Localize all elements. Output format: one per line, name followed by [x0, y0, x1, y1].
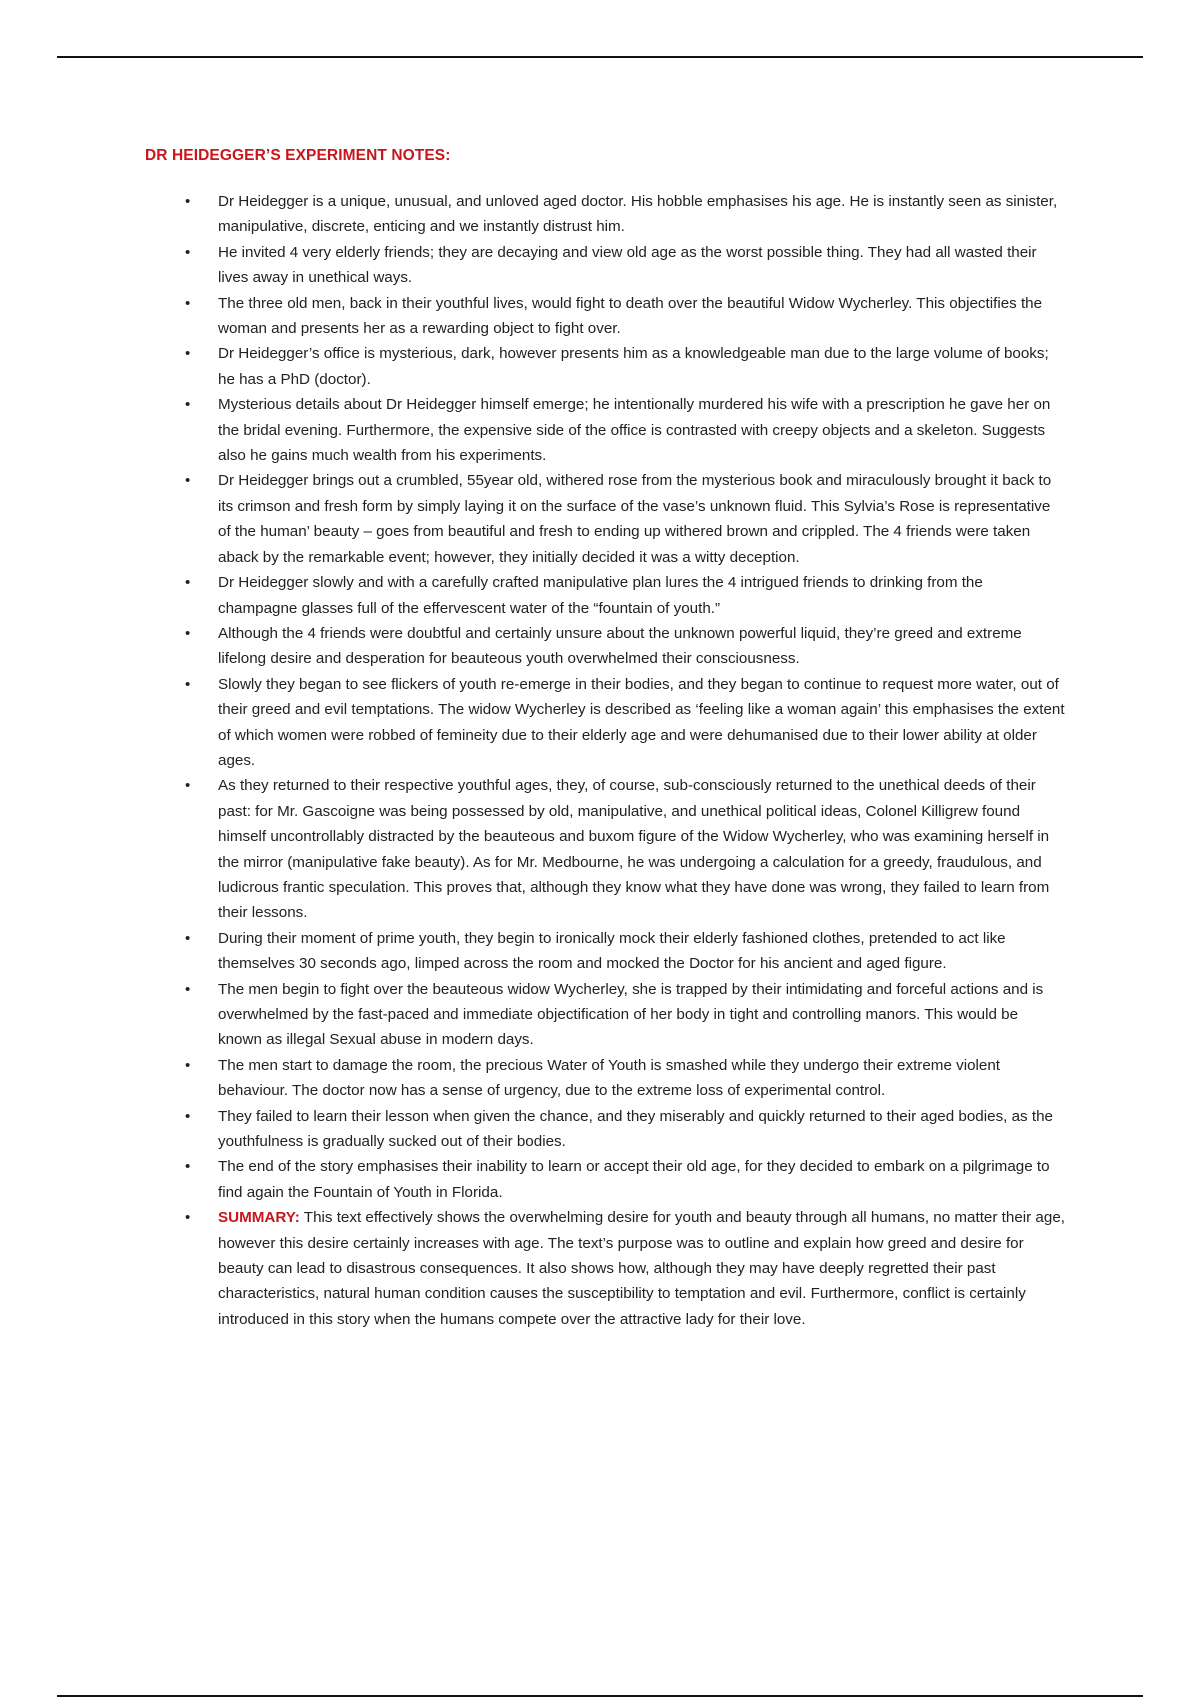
- header-rule: [57, 56, 1143, 58]
- list-item: [145, 570, 1065, 621]
- list-item: [145, 1154, 1065, 1205]
- bullet-icon: •: [185, 396, 191, 414]
- list-item: [145, 240, 1065, 291]
- note-text: Although the 4 friends were doubtful and certainly unsure about the unknown powerful liquid, they’re greed and extreme lifelong desire and desperation for beauteous youth overwhelmed their consciousness.: [218, 624, 1022, 668]
- bullet-icon: •: [185, 1209, 191, 1227]
- note-text: He invited 4 very elderly friends; they are decaying and view old age as the worst possible thing. They had all wasted their lives away in unethical ways.: [218, 243, 1037, 287]
- list-item: [145, 977, 1065, 1053]
- list-item: [145, 621, 1065, 672]
- summary-text: This text effectively shows the overwhelming desire for youth and beauty through all humans, no matter their age, however this desire certainly increases with age. The text’s purpose was to outline and explain how greed and desire for beauty can lead to disastrous consequences. It also shows how, although they may have deeply regretted their past characteristics, natural human condition causes the susceptibility to temptation and evil. Furthermore, conflict is certainly introduced in this story when the humans compete over the attractive lady for their love.: [218, 1209, 1065, 1328]
- note-text: Dr Heidegger brings out a crumbled, 55year old, withered rose from the mysterious book and miraculously brought it back to its crimson and fresh form by simply laying it on the surface of the vase’s unknown fluid. This Sylvia’s Rose is representative of the human’ beauty – goes from beautiful and fresh to ending up withered brown and crippled. The 4 friends were taken aback by the remarkable event; however, they initially decided it was a witty deception.: [218, 472, 1052, 566]
- note-text: The end of the story emphasises their inability to learn or accept their old age, for they decided to embark on a pilgrimage to find again the Fountain of Youth in Florida.: [218, 1158, 1050, 1201]
- bullet-icon: •: [185, 624, 191, 642]
- note-text: Dr Heidegger is a unique, unusual, and unloved aged doctor. His hobble emphasises his age. He is instantly seen as sinister, manipulative, discrete, enticing and we instantly distrust him.: [218, 193, 1058, 236]
- bullet-icon: •: [185, 472, 191, 490]
- bullet-icon: •: [185, 675, 191, 693]
- note-text: Slowly they began to see flickers of youth re-emerge in their bodies, and they began to continue to request more water, out of their greed and evil temptations. The widow Wycherley is described as ‘feeling like a woman again’ this emphasises the extent of which women were robbed of femineity due to their elderly age and were dehumanised due to their lower ability at older ages.: [218, 675, 1065, 769]
- bullet-icon: •: [185, 980, 191, 998]
- bullet-icon: •: [185, 929, 191, 947]
- list-item: [145, 773, 1065, 925]
- note-text: During their moment of prime youth, they begin to ironically mock their elderly fashioned clothes, pretended to act like themselves 30 seconds ago, limped across the room and mocked the Doctor for his ancient and aged figure.: [218, 929, 1006, 973]
- bullet-icon: •: [185, 243, 191, 261]
- bullet-icon: •: [185, 1107, 191, 1125]
- list-item: [145, 1053, 1065, 1104]
- notes-list: [145, 189, 1065, 1332]
- list-item: [145, 291, 1065, 342]
- list-item: [145, 468, 1065, 570]
- note-text: Mysterious details about Dr Heidegger himself emerge; he intentionally murdered his wife with a prescription he gave her on the bridal evening. Furthermore, the expensive side of the office is contrasted with creepy objects and a skeleton. Suggests also he gains much wealth from his experiments.: [218, 396, 1051, 465]
- list-item: [145, 926, 1065, 977]
- bullet-icon: •: [185, 574, 191, 592]
- list-item: [145, 392, 1065, 468]
- page-title: DR HEIDEGGER’S EXPERIMENT NOTES:: [145, 147, 451, 164]
- bullet-icon: •: [185, 193, 191, 210]
- bullet-icon: •: [185, 777, 191, 795]
- note-text: Dr Heidegger’s office is mysterious, dark, however presents him as a knowledgeable man due to the large volume of books; he has a PhD (doctor).: [218, 345, 1049, 388]
- footer-rule: [57, 1695, 1143, 1697]
- note-text: The three old men, back in their youthful lives, would fight to death over the beautiful Widow Wycherley. This objectifies the woman and presents her as a rewarding object to fight over.: [218, 294, 1043, 338]
- summary-item: [145, 1205, 1065, 1332]
- list-item: [145, 341, 1065, 392]
- note-text: As they returned to their respective youthful ages, they, of course, sub-consciously returned to the unethical deeds of their past: for Mr. Gascoigne was being possessed by old, manipulative, and unethical political ideas, Colonel Killigrew found himself uncontrollably distracted by the beauteous and buxom figure of the Widow Wycherley, who was examining herself in the mirror (manipulative fake beauty). As for Mr. Medbourne, he was undergoing a calculation for a greedy, fraudulous, and ludicrous frantic speculation. This proves that, although they know what they have done was wrong, they failed to learn from their lessons.: [218, 777, 1050, 922]
- note-text: They failed to learn their lesson when given the chance, and they miserably and quickly returned to their aged bodies, as the youthfulness is gradually sucked out of their bodies.: [218, 1107, 1053, 1151]
- bullet-icon: •: [185, 1056, 191, 1074]
- list-item: [145, 672, 1065, 774]
- bullet-icon: •: [185, 294, 191, 312]
- summary-label: SUMMARY:: [218, 1209, 300, 1227]
- note-text: The men begin to fight over the beauteous widow Wycherley, she is trapped by their intimidating and forceful actions and is overwhelmed by the fast-paced and immediate objectification of her body in tight and controlling manors. This would be known as illegal Sexual abuse in modern days.: [218, 980, 1044, 1049]
- bullet-icon: •: [185, 1158, 191, 1176]
- list-item: [145, 189, 1065, 240]
- list-item: [145, 1104, 1065, 1155]
- note-text: The men start to damage the room, the precious Water of Youth is smashed while they undergo their extreme violent behaviour. The doctor now has a sense of urgency, due to the extreme loss of experimental control.: [218, 1056, 1001, 1100]
- bullet-icon: •: [185, 345, 191, 363]
- note-text: Dr Heidegger slowly and with a carefully crafted manipulative plan lures the 4 intrigued friends to drinking from the champagne glasses full of the effervescent water of the “fountain of youth.”: [218, 574, 983, 617]
